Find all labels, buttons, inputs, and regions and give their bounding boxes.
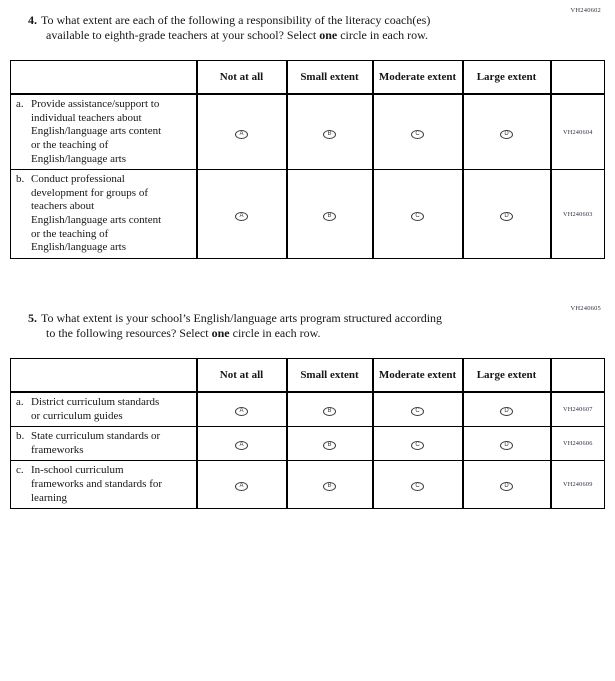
row-code: VH240603 [551, 170, 605, 259]
answer-oval-a[interactable]: A [235, 441, 248, 450]
item-header-empty [11, 358, 197, 392]
question-line2-bold: one [211, 325, 230, 340]
bubble-cell [373, 170, 463, 259]
answer-oval-d[interactable]: D [500, 130, 513, 139]
bubble-cell [287, 461, 373, 509]
question-line2-post: circle in each row. [337, 28, 429, 42]
code-header-empty [551, 358, 605, 392]
row-item-cell [11, 392, 197, 427]
table-row [11, 170, 605, 259]
answer-oval-a[interactable]: A [235, 482, 248, 491]
row-letter: b. [16, 173, 25, 186]
question-number: 5. [28, 310, 37, 325]
question-text-line1 [28, 13, 615, 28]
answer-oval-a[interactable]: A [235, 407, 248, 416]
answer-oval-c[interactable]: C [411, 482, 424, 491]
question-line2-post: circle in each row. [229, 325, 321, 340]
question-text-line2 [28, 326, 615, 341]
question-section [0, 7, 615, 259]
question-text-line1 [28, 311, 615, 326]
bubble-cell [463, 427, 551, 461]
answer-oval-b[interactable]: B [323, 407, 336, 416]
bubble-cell [373, 94, 463, 170]
row-code: VH240606 [551, 427, 605, 461]
column-header-moderate-extent: Moderate extent [373, 358, 463, 392]
question-line1-text: To what extent are each of the following a responsibility of the literacy coach(es) [41, 13, 431, 27]
answer-oval-b[interactable]: B [323, 441, 336, 450]
question-code: VH240605 [570, 304, 601, 312]
answer-oval-c[interactable]: C [411, 130, 424, 139]
question-line1-text: To what extent is your school’s English/language arts program structured according [41, 310, 443, 325]
answer-oval-a[interactable]: A [235, 130, 248, 139]
bubble-cell [287, 427, 373, 461]
column-header-small-extent: Small extent [287, 61, 373, 95]
table-row [11, 94, 605, 170]
question-text-line2 [28, 28, 615, 43]
bubble-cell [197, 170, 287, 259]
column-header-not-at-all: Not at all [197, 358, 287, 392]
row-label: Conduct professional development for groups of teachers about English/language arts content or the teaching of English/language arts [31, 173, 162, 254]
bubble-cell [463, 392, 551, 427]
row-letter: b. [16, 430, 25, 443]
question-number: 4. [28, 13, 37, 27]
bubble-cell [197, 94, 287, 170]
bubble-cell [463, 170, 551, 259]
bubble-cell [373, 461, 463, 509]
bubble-cell [197, 427, 287, 461]
question-code: VH240602 [570, 7, 601, 14]
bubble-cell [287, 170, 373, 259]
row-code: VH240609 [551, 461, 605, 509]
question-text [28, 13, 615, 43]
bubble-cell [373, 427, 463, 461]
column-header-moderate-extent: Moderate extent [373, 61, 463, 95]
bubble-cell [287, 94, 373, 170]
answer-oval-d[interactable]: D [500, 482, 513, 491]
row-item-cell [11, 94, 197, 170]
row-label: State curriculum standards or frameworks [31, 430, 161, 456]
answer-oval-b[interactable]: B [323, 482, 336, 491]
table-row [11, 427, 605, 461]
code-header-empty [551, 61, 605, 95]
bubble-cell [197, 392, 287, 427]
row-item-cell [11, 427, 197, 461]
header-row [11, 358, 605, 392]
bubble-cell [287, 392, 373, 427]
answer-oval-a[interactable]: A [235, 212, 248, 221]
question-text [28, 311, 615, 341]
row-letter: a. [16, 98, 24, 110]
row-label: Provide assistance/support to individual teachers about English/language arts content or the teaching of English/language arts [31, 98, 162, 165]
bubble-cell [373, 392, 463, 427]
column-header-not-at-all: Not at all [197, 61, 287, 95]
question-section [0, 304, 615, 509]
answer-oval-d[interactable]: D [500, 441, 513, 450]
row-letter: c. [16, 464, 24, 477]
answer-oval-c[interactable]: C [411, 407, 424, 416]
header-row [11, 61, 605, 95]
response-table [10, 358, 605, 509]
answer-oval-c[interactable]: C [411, 212, 424, 221]
table-row [11, 461, 605, 509]
row-label: District curriculum standards or curriculum guides [31, 395, 160, 422]
bubble-cell [197, 461, 287, 509]
bubble-cell [463, 94, 551, 170]
table-row [11, 392, 605, 427]
question-line2-bold: one [319, 28, 338, 42]
row-label: In-school curriculum frameworks and standards for learning [31, 464, 163, 504]
column-header-small-extent: Small extent [287, 358, 373, 392]
row-item-cell [11, 170, 197, 259]
question-line2-pre: to the following resources? Select [46, 325, 212, 340]
column-header-large-extent: Large extent [463, 61, 551, 95]
column-header-large-extent: Large extent [463, 358, 551, 392]
row-letter: a. [16, 395, 24, 408]
bubble-cell [463, 461, 551, 509]
item-header-empty [11, 61, 197, 95]
row-code: VH240604 [551, 94, 605, 170]
answer-oval-b[interactable]: B [323, 130, 336, 139]
response-table [10, 60, 605, 259]
row-item-cell [11, 461, 197, 509]
answer-oval-b[interactable]: B [323, 212, 336, 221]
answer-oval-c[interactable]: C [411, 441, 424, 450]
answer-oval-d[interactable]: D [500, 407, 513, 416]
answer-oval-d[interactable]: D [500, 212, 513, 221]
row-code: VH240607 [551, 392, 605, 427]
question-line2-pre: available to eighth-grade teachers at your school? Select [46, 28, 320, 42]
